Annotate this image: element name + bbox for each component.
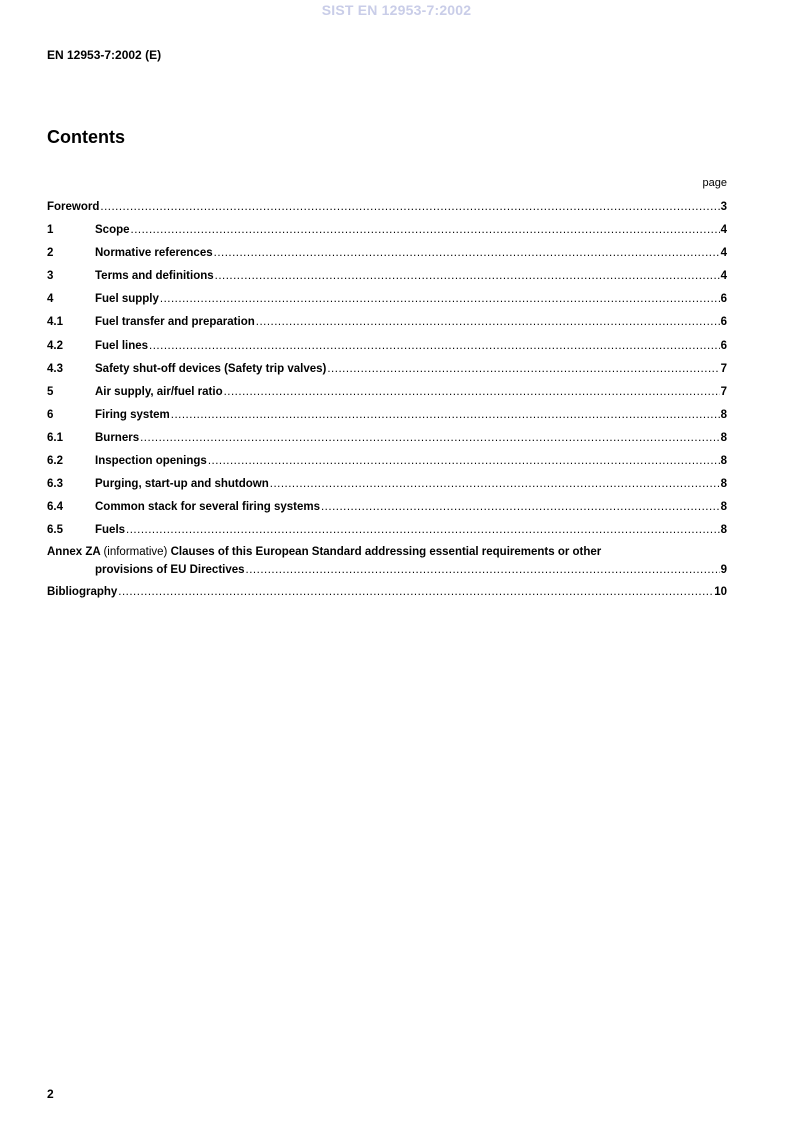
- toc-entry-title: Safety shut-off devices (Safety trip valves): [95, 362, 327, 375]
- toc-entry-number: 4: [47, 293, 54, 306]
- toc-entry[interactable]: [47, 427, 727, 450]
- toc-entry-page: 3: [720, 201, 727, 213]
- dot-leader: [224, 381, 720, 404]
- toc-entry[interactable]: [47, 196, 727, 219]
- toc-entry-page: 8: [720, 455, 727, 468]
- toc-entry-title: Terms and definitions: [95, 270, 214, 283]
- toc-entry-page: 4: [720, 247, 727, 260]
- toc-entry-page: 8: [720, 501, 727, 514]
- annex-qualifier: (informative): [103, 546, 168, 559]
- toc-entry-title: Burners: [95, 431, 140, 444]
- toc-entry-page: 7: [720, 385, 727, 398]
- toc-entry-number: 5: [47, 385, 54, 398]
- dot-leader: [256, 311, 720, 334]
- dot-leader: [100, 196, 719, 219]
- toc-entry-number: 4.3: [47, 362, 63, 375]
- toc-entry-page: 10: [714, 586, 727, 599]
- toc-entry-title: Fuel lines: [95, 339, 149, 352]
- toc-entry-title: Inspection openings: [95, 455, 207, 468]
- toc-entry-number: 6.5: [47, 524, 63, 537]
- toc-entry-title: Common stack for several firing systems: [95, 501, 320, 514]
- dot-leader: [327, 358, 719, 381]
- toc-entry-number: 6.2: [47, 455, 63, 468]
- toc-entry-title: Bibliography: [47, 586, 118, 599]
- dot-leader: [246, 561, 720, 579]
- annex-label: Annex ZA: [47, 546, 101, 559]
- toc-entry-annex-za[interactable]: [47, 542, 727, 561]
- toc-entry[interactable]: [47, 404, 727, 427]
- toc-entry[interactable]: [47, 496, 727, 519]
- dot-leader: [215, 265, 720, 288]
- toc-entry-number: 4.1: [47, 316, 63, 329]
- toc-entry[interactable]: [47, 242, 727, 265]
- dot-leader: [160, 288, 720, 311]
- toc-entry[interactable]: [47, 450, 727, 473]
- contents-heading: Contents: [47, 127, 125, 147]
- toc-entry-number: 2: [47, 247, 54, 260]
- toc-entry[interactable]: [47, 265, 727, 288]
- dot-leader: [118, 581, 713, 604]
- dot-leader: [149, 335, 720, 358]
- toc-entry-title: Purging, start-up and shutdown: [95, 478, 269, 491]
- toc-entry-title: Firing system: [95, 408, 170, 421]
- dot-leader: [126, 519, 720, 542]
- dot-leader: [171, 404, 720, 427]
- toc-entry[interactable]: [47, 519, 727, 542]
- dot-leader: [131, 219, 720, 242]
- toc-entry-page: 8: [720, 478, 727, 491]
- table-of-contents: [47, 196, 727, 605]
- toc-entry-page: 8: [720, 431, 727, 444]
- toc-entry-page: 7: [720, 362, 727, 375]
- watermark: SIST EN 12953-7:2002: [321, 2, 472, 18]
- annex-title-line1: Clauses of this European Standard addressing essential requirements or other: [170, 546, 602, 559]
- dot-leader: [270, 473, 720, 496]
- toc-entry[interactable]: [47, 473, 727, 496]
- toc-entry-page: 6: [720, 339, 727, 352]
- dot-leader: [208, 450, 720, 473]
- toc-entry[interactable]: [47, 311, 727, 334]
- toc-entry-page: 8: [720, 408, 727, 421]
- annex-title-line2: provisions of EU Directives: [95, 564, 245, 577]
- annex-page: 9: [720, 564, 727, 577]
- toc-entry[interactable]: [47, 358, 727, 381]
- toc-entry-number: 6.3: [47, 478, 63, 491]
- toc-entry-page: 4: [720, 224, 727, 237]
- toc-entry-title: Fuel supply: [95, 293, 159, 306]
- dot-leader: [321, 496, 720, 519]
- toc-entry-title: Normative references: [95, 247, 213, 260]
- toc-entry[interactable]: [47, 219, 727, 242]
- toc-entry-page: 6: [720, 293, 727, 306]
- toc-entry-title: Air supply, air/fuel ratio: [95, 385, 223, 398]
- toc-entry-number: 1: [47, 224, 54, 237]
- toc-entry-number: 3: [47, 270, 54, 283]
- document-id: EN 12953-7:2002 (E): [47, 48, 162, 62]
- dot-leader: [140, 427, 719, 450]
- toc-entry[interactable]: [47, 335, 727, 358]
- toc-entry-bibliography[interactable]: [47, 581, 727, 604]
- toc-entry-page: 6: [720, 316, 727, 329]
- toc-entry-title: Fuel transfer and preparation: [95, 316, 255, 329]
- toc-entry[interactable]: [47, 381, 727, 404]
- toc-entry-number: 6.1: [47, 431, 63, 444]
- toc-entry-title: Fuels: [95, 524, 126, 537]
- toc-entry-title: Scope: [95, 224, 130, 237]
- page-column-label: page: [702, 177, 727, 189]
- toc-entry[interactable]: [47, 288, 727, 311]
- toc-entry-number: 6.4: [47, 501, 63, 514]
- toc-entry-title: Foreword: [47, 201, 100, 213]
- toc-entry-page: 4: [720, 270, 727, 283]
- toc-entry-annex-za-line2[interactable]: [47, 561, 727, 581]
- toc-entry-number: 4.2: [47, 339, 63, 352]
- dot-leader: [214, 242, 720, 265]
- toc-entry-page: 8: [720, 524, 727, 537]
- page-number: 2: [47, 1087, 54, 1101]
- toc-entry-number: 6: [47, 408, 54, 421]
